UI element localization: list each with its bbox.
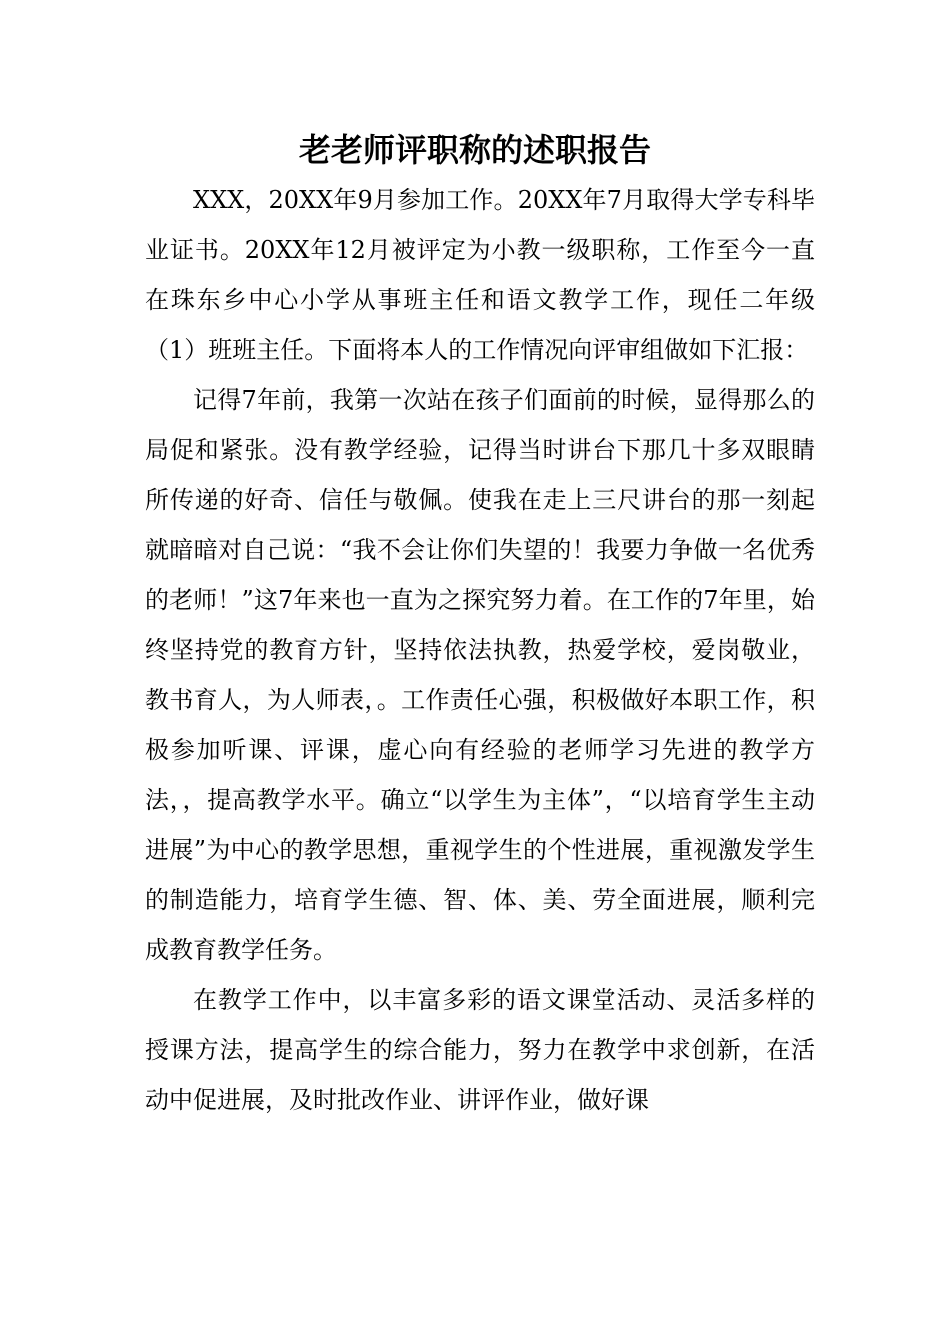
paragraph-teaching: 在教学工作中，以丰富多彩的语文课堂活动、灵活多样的授课方法，提高学生的综合能力，努力在教学中求创新，在活动中促进展，及时批改作业、讲评作业，做好课 [145, 986, 815, 1114]
paragraph-experience: 记得7年前，我第一次站在孩子们面前的时候，显得那么的局促和紧张。没有教学经验，记得当时讲台下那几十多双眼睛所传递的好奇、信任与敬佩。使我在走上三尺讲台的那一刻起就暗暗对自己说：“我不会让你们失望的！我要力争做一名优秀的老师！”这7年来也一直为之探究努力着。在工作的7年里，始终坚持党的教育方针，坚持依法执教，热爱学校，爱岗敬业，教书育人，为人师表，。工作责任心强，积极做好本职工作，积极参加听课、评课，虚心向有经验的老师学习先进的教学方法，，提高教学水平。确立“以学生为主体”，“以培育学生主动进展”为中心的教学思想，重视学生的个性进展，重视激发学生的制造能力，培育学生德、智、体、美、劳全面进展，顺利完成教育教学任务。 [145, 386, 815, 964]
paragraph-intro: XXX，20XX年9月参加工作。20XX年7月取得大学专科毕业证书。20XX年12月被评定为小教一级职称，工作至今一直在珠东乡中心小学从事班主任和语文教学工作，现任二年级（1）班班主任。下面将本人的工作情况向评审组做如下汇报： [145, 186, 815, 364]
document-title: 老老师评职称的述职报告 [298, 131, 651, 169]
document-body [145, 175, 815, 1125]
